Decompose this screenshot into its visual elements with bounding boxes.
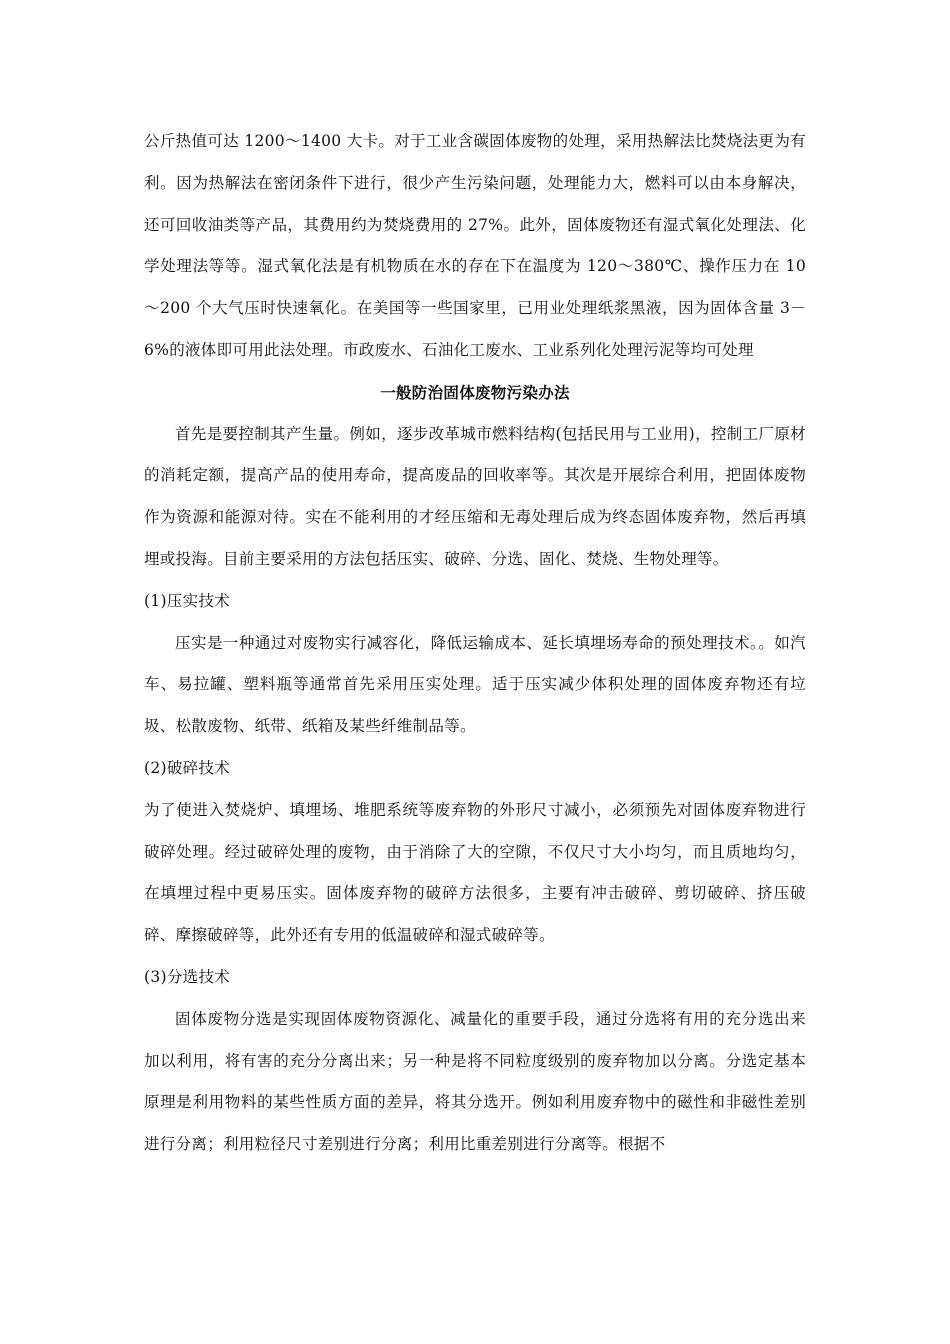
subheading-crushing: (2)破碎技术 xyxy=(144,758,231,777)
paragraph-general-methods: 首先是要控制其产生量。例如，逐步改革城市燃料结构(包括民用与工业用)，控制工厂原材的消耗定额，提高产品的使用寿命，提高废品的回收率等。其次是开展综合利用，把固体废物作为资源和能源对待。实在不能利用的才经压缩和无毒处理后成为终态固体废弃物，然后再填埋或投海。目前主要采用的方法包括压实、破碎、分选、固化、焚烧、生物处理等。 xyxy=(144,424,806,568)
paragraph-crushing: 为了使进入焚烧炉、填埋场、堆肥系统等废弃物的外形尺寸减小，必须预先对固体废弃物进行破碎处理。经过破碎处理的废物，由于消除了大的空隙，不仅尺寸大小均匀，而且质地均匀，在填埋过程中更易压实。固体废弃物的破碎方法很多，主要有冲击破碎、剪切破碎、挤压破碎、摩擦破碎等，此外还有专用的低温破碎和湿式破碎等。 xyxy=(144,800,806,945)
paragraph-pyrolysis-continuation: 公斤热值可达 1200～1400 大卡。对于工业含碳固体废物的处理，采用热解法比焚烧法更为有利。因为热解法在密闭条件下进行，很少产生污染问题，处理能力大，燃料可以由本身解决，还可回收油类等产品，其费用约为焚烧费用的 27%。此外，固体废物还有湿式氧化处理法、化学处理法等等。湿式氧化法是有机物质在水的存在下在温度为 120～380℃、操作压力在 10～200 个大气压时快速氧化。在美国等一些国家里，已用业处理纸浆黑液，因为固体含量 3－6%的液体即可用此法处理。市政废水、石油化工废水、工业系列化处理污泥等均可处理 xyxy=(144,132,806,359)
document-body xyxy=(144,121,806,1166)
paragraph-sorting: 固体废物分选是实现固体废物资源化、减量化的重要手段，通过分选将有用的充分选出来加以利用，将有害的充分分离出来；另一种是将不同粒度级别的废弃物加以分离。分选定基本原理是利用物料的某些性质方面的差异，将其分选开。例如利用废弃物中的磁性和非磁性差别进行分离；利用粒径尺寸差别进行分离；利用比重差别进行分离等。根据不 xyxy=(144,1009,806,1154)
section-heading: 一般防治固体废物污染办法 xyxy=(380,382,570,402)
subheading-sorting: (3)分选技术 xyxy=(144,967,231,986)
subheading-compaction: (1)压实技术 xyxy=(144,591,231,610)
paragraph-compaction: 压实是一种通过对废物实行减容化，降低运输成本、延长填埋场寿命的预处理技术。。如汽车、易拉罐、塑料瓶等通常首先采用压实处理。适于压实减少体积处理的固体废弃物还有垃圾、松散废物、纸带、纸箱及某些纤维制品等。 xyxy=(144,633,806,736)
